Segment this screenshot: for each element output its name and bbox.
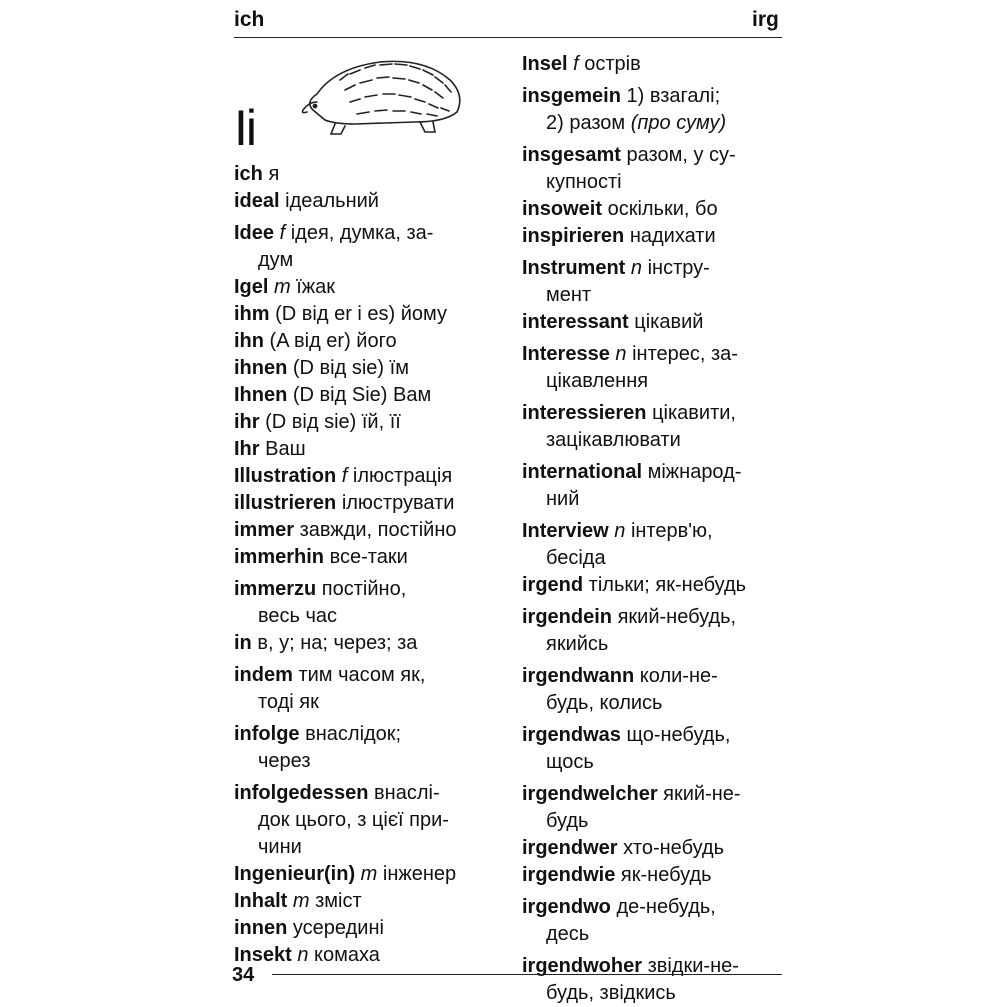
entry-continuation <box>522 921 784 948</box>
running-head-left: ich <box>234 8 265 31</box>
translation: (D від sie) їй, її <box>259 411 401 433</box>
translation: який-не- <box>657 783 741 805</box>
entry-line <box>522 663 784 690</box>
dictionary-entry <box>522 400 784 454</box>
left-column <box>234 161 504 969</box>
translation: через <box>258 750 311 772</box>
entry-continuation <box>522 169 784 196</box>
translation: цікавлення <box>546 370 649 392</box>
translation: ідея, думка, за- <box>285 222 434 244</box>
entry-line <box>234 721 504 748</box>
entry-line <box>522 781 784 808</box>
translation: ідеальний <box>279 190 379 212</box>
dictionary-entry <box>522 142 784 196</box>
dictionary-entry <box>522 862 784 889</box>
translation: разом, у су- <box>620 144 736 166</box>
headword: Idee <box>234 222 275 244</box>
translation: внаслідок; <box>299 723 402 745</box>
dictionary-entry <box>522 663 784 717</box>
headword: Ihr <box>234 438 260 460</box>
headword: Inhalt <box>234 890 288 912</box>
entry-line <box>522 953 784 980</box>
entry-line <box>234 161 504 188</box>
dictionary-entry <box>234 463 504 490</box>
entry-line <box>234 490 504 517</box>
headword: Igel <box>234 276 269 298</box>
headword: Illustration <box>234 465 337 487</box>
entry-continuation <box>522 631 784 658</box>
headword: irgend <box>522 574 584 596</box>
headword: irgendwann <box>522 665 635 687</box>
gender-label: n <box>291 944 309 966</box>
entry-line <box>234 544 504 571</box>
entry-continuation <box>522 749 784 776</box>
translation: будь, звідкись <box>546 982 676 1004</box>
entry-continuation <box>234 603 504 630</box>
dictionary-entry <box>522 572 784 599</box>
headword: Interview <box>522 520 609 542</box>
gender-label: m <box>287 890 310 912</box>
entry-line <box>234 436 504 463</box>
headword: irgendwer <box>522 837 618 859</box>
translation: я <box>262 163 280 185</box>
headword: irgendwo <box>522 896 611 918</box>
entry-line <box>522 51 784 78</box>
translation: (D від sie) їм <box>287 357 409 379</box>
headword: immerzu <box>234 578 317 600</box>
translation: зміст <box>309 890 362 912</box>
page-number: 34 <box>232 964 255 986</box>
entry-line <box>522 722 784 749</box>
entry-continuation <box>522 282 784 309</box>
headword: ideal <box>234 190 280 212</box>
dictionary-entry <box>522 223 784 250</box>
entry-continuation <box>234 748 504 775</box>
headword: interessieren <box>522 402 647 424</box>
headword: Instrument <box>522 257 626 279</box>
headword: irgendwelcher <box>522 783 658 805</box>
entry-line <box>234 861 504 888</box>
dictionary-entry <box>234 861 504 888</box>
dictionary-entry <box>234 220 504 274</box>
entry-line <box>522 604 784 631</box>
entry-line <box>234 188 504 215</box>
translation: десь <box>546 923 590 945</box>
entry-continuation <box>522 545 784 572</box>
translation: купності <box>546 171 622 193</box>
translation: 1) взагалі; <box>620 85 721 107</box>
entry-line <box>234 328 504 355</box>
translation: мент <box>546 284 592 306</box>
entry-continuation <box>234 807 504 834</box>
headword: in <box>234 632 252 654</box>
headword: infolgedessen <box>234 782 369 804</box>
dictionary-entry <box>522 51 784 78</box>
translation: Ваш <box>259 438 306 460</box>
translation: надихати <box>624 225 716 247</box>
entry-line <box>522 142 784 169</box>
dictionary-entry <box>522 196 784 223</box>
translation: бесіда <box>546 547 606 569</box>
entry-line <box>234 630 504 657</box>
headword: Ihnen <box>234 384 288 406</box>
gender-label: f <box>567 53 579 75</box>
entry-line <box>522 400 784 427</box>
headword: international <box>522 461 643 483</box>
entry-line <box>234 576 504 603</box>
translation: внаслі- <box>368 782 440 804</box>
translation: все-таки <box>324 546 408 568</box>
dictionary-entry <box>522 835 784 862</box>
usage-note: (про суму) <box>625 112 727 134</box>
translation: дум <box>258 249 294 271</box>
dictionary-entry <box>522 953 784 1007</box>
dictionary-entry <box>234 576 504 630</box>
dictionary-entry <box>234 544 504 571</box>
entry-line <box>234 355 504 382</box>
dictionary-entry <box>522 604 784 658</box>
headword: Insekt <box>234 944 292 966</box>
headword: ihr <box>234 411 260 433</box>
headword: Interesse <box>522 343 610 365</box>
dictionary-entry <box>234 382 504 409</box>
dictionary-entry <box>522 341 784 395</box>
translation: ілюстрація <box>347 465 453 487</box>
gender-label: n <box>625 257 643 279</box>
translation: чини <box>258 836 302 858</box>
dictionary-entry <box>234 436 504 463</box>
dictionary-entry <box>234 942 504 969</box>
translation: усередині <box>287 917 384 939</box>
gender-label: n <box>608 520 626 542</box>
headword: innen <box>234 917 288 939</box>
entry-line <box>234 409 504 436</box>
headword: insoweit <box>522 198 603 220</box>
translation: будь, колись <box>546 692 663 714</box>
entry-line <box>234 780 504 807</box>
translation: цікавий <box>628 311 704 333</box>
translation: де-небудь, <box>610 896 716 918</box>
dictionary-entry <box>234 355 504 382</box>
dictionary-entry <box>522 781 784 835</box>
gender-label: f <box>336 465 348 487</box>
translation: (A від er) його <box>264 330 397 352</box>
dictionary-entry <box>234 721 504 775</box>
translation: хто-небудь <box>617 837 725 859</box>
dictionary-entry <box>234 662 504 716</box>
entry-continuation <box>234 834 504 861</box>
entry-continuation <box>234 247 504 274</box>
translation: в, у; на; через; за <box>251 632 418 654</box>
headword: insgemein <box>522 85 621 107</box>
translation: комаха <box>308 944 380 966</box>
entry-line <box>522 196 784 223</box>
dictionary-entry <box>234 490 504 517</box>
gender-label: m <box>268 276 291 298</box>
translation: інстру- <box>642 257 710 279</box>
dictionary-entry <box>234 888 504 915</box>
dictionary-entry <box>234 409 504 436</box>
translation: їжак <box>290 276 336 298</box>
dictionary-entry <box>522 83 784 137</box>
dictionary-entry <box>234 328 504 355</box>
translation: постійно, <box>316 578 407 600</box>
entry-line <box>234 662 504 689</box>
translation: зацікавлювати <box>546 429 681 451</box>
entry-continuation <box>522 486 784 513</box>
running-head-right: irg <box>752 8 779 31</box>
entry-line <box>522 572 784 599</box>
entry-line <box>522 894 784 921</box>
entry-line <box>234 888 504 915</box>
translation: що-небудь, <box>620 724 731 746</box>
headword: immer <box>234 519 295 541</box>
entry-line <box>522 862 784 889</box>
dictionary-entry <box>522 255 784 309</box>
header-rule <box>234 37 782 38</box>
dictionary-entry <box>522 309 784 336</box>
dictionary-entry <box>522 722 784 776</box>
headword: Ingenieur(in) <box>234 863 356 885</box>
dictionary-entry <box>234 630 504 657</box>
entry-line <box>522 835 784 862</box>
right-column <box>522 51 784 1007</box>
dictionary-entry <box>522 518 784 572</box>
translation: цікавити, <box>646 402 736 424</box>
headword: indem <box>234 664 293 686</box>
entry-continuation <box>522 808 784 835</box>
dictionary-entry <box>234 915 504 942</box>
dictionary-entry <box>234 780 504 861</box>
headword: infolge <box>234 723 300 745</box>
headword: insgesamt <box>522 144 621 166</box>
translation: будь <box>546 810 589 832</box>
translation: док цього, з цієї при- <box>258 809 449 831</box>
headword: Insel <box>522 53 568 75</box>
translation: інтерв'ю, <box>625 520 713 542</box>
translation: тим часом як, <box>292 664 426 686</box>
gender-label: m <box>355 863 378 885</box>
entry-line <box>522 223 784 250</box>
headword: ihn <box>234 330 264 352</box>
translation: (D від Sie) Вам <box>287 384 432 406</box>
translation: тільки; як-небудь <box>583 574 747 596</box>
translation: міжнарод- <box>642 461 742 483</box>
entry-line <box>234 915 504 942</box>
entry-continuation <box>234 689 504 716</box>
dictionary-entry <box>234 274 504 301</box>
entry-line <box>234 517 504 544</box>
headword: inspirieren <box>522 225 625 247</box>
entry-continuation <box>522 690 784 717</box>
entry-line <box>522 518 784 545</box>
headword: irgendein <box>522 606 613 628</box>
translation: острів <box>578 53 641 75</box>
dictionary-entry <box>522 459 784 513</box>
dictionary-entry <box>234 517 504 544</box>
dictionary-entry <box>234 188 504 215</box>
entry-line <box>522 309 784 336</box>
translation: інженер <box>377 863 457 885</box>
translation: якийсь <box>546 633 609 655</box>
dictionary-entry <box>234 161 504 188</box>
translation: завжди, постійно <box>294 519 457 541</box>
entry-line <box>234 463 504 490</box>
translation: оскільки, бо <box>602 198 718 220</box>
entry-continuation <box>522 368 784 395</box>
entry-line <box>522 255 784 282</box>
headword: illustrieren <box>234 492 337 514</box>
entry-line <box>234 220 504 247</box>
entry-line <box>234 382 504 409</box>
headword: ihm <box>234 303 270 325</box>
headword: interessant <box>522 311 629 333</box>
translation: тоді як <box>258 691 319 713</box>
translation: ілюструвати <box>336 492 455 514</box>
headword: irgendwas <box>522 724 621 746</box>
entry-continuation <box>522 980 784 1007</box>
entry-line <box>522 459 784 486</box>
headword: irgendwie <box>522 864 616 886</box>
footer-rule <box>272 974 782 975</box>
headword: ihnen <box>234 357 288 379</box>
translation: (D від er і es) йому <box>269 303 448 325</box>
entry-line <box>234 942 504 969</box>
translation: який-небудь, <box>612 606 737 628</box>
translation: коли-не- <box>634 665 718 687</box>
translation: як-небудь <box>615 864 712 886</box>
headword: irgendwoher <box>522 955 643 977</box>
translation: ний <box>546 488 580 510</box>
hedgehog-illustration <box>295 50 475 140</box>
dictionary-entry <box>234 301 504 328</box>
entry-line <box>522 341 784 368</box>
translation: 2) разом <box>546 112 626 134</box>
translation: звідки-не- <box>642 955 739 977</box>
headword: ich <box>234 163 263 185</box>
gender-label: f <box>274 222 286 244</box>
headword: immerhin <box>234 546 325 568</box>
entry-line <box>522 83 784 110</box>
gender-label: n <box>609 343 627 365</box>
entry-continuation <box>522 110 784 137</box>
entry-line <box>234 301 504 328</box>
entry-continuation <box>522 427 784 454</box>
translation: щось <box>546 751 594 773</box>
dictionary-entry <box>522 894 784 948</box>
translation: інтерес, за- <box>626 343 738 365</box>
entry-line <box>234 274 504 301</box>
section-letter: Ii <box>234 100 255 156</box>
translation: весь час <box>258 605 338 627</box>
